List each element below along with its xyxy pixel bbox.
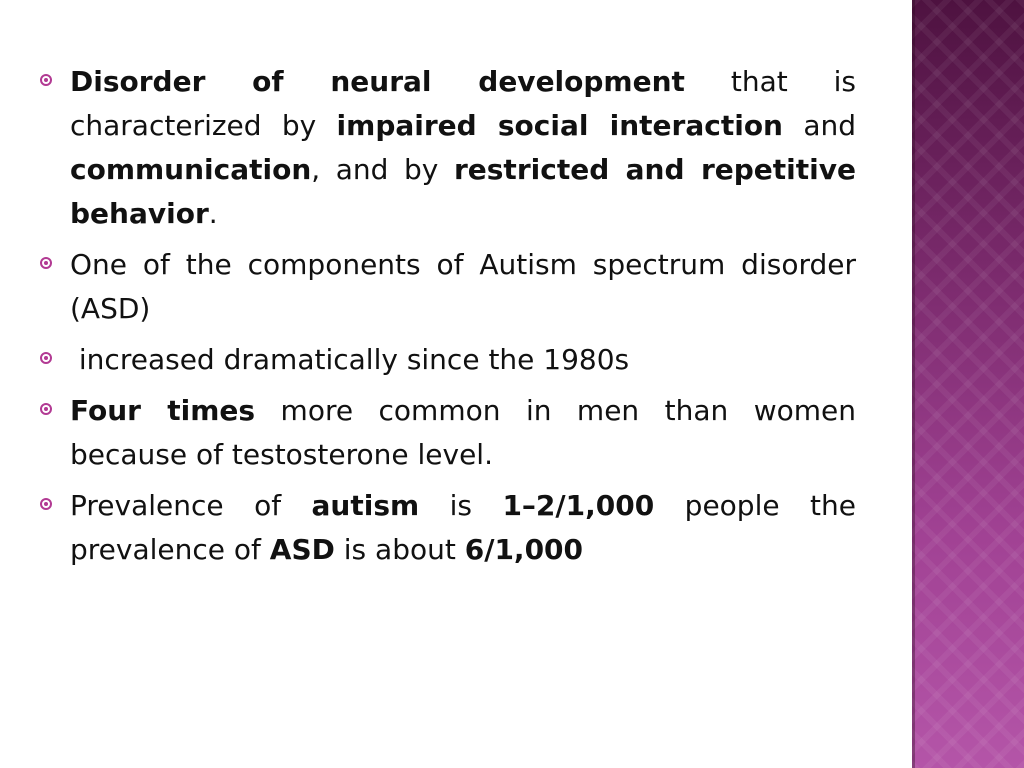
text-bold: 6/1,000: [464, 533, 584, 566]
text-regular: One of the components of Autism spectrum disorder (ASD): [70, 248, 856, 325]
text-regular: more common in men than women because of testosterone level.: [70, 394, 856, 471]
text-regular: Prevalence of: [70, 489, 312, 522]
bullet-text: [70, 489, 856, 566]
bullet-item-prevalence: [40, 484, 856, 572]
text-bold: ASD: [269, 533, 335, 566]
bullet-text: [70, 248, 856, 325]
circle-dot-icon: [40, 74, 52, 86]
text-bold: Four times: [70, 394, 256, 427]
text-regular: is: [419, 489, 503, 522]
circle-dot-icon: [40, 498, 52, 510]
decorative-side-band: [912, 0, 1024, 768]
band-edge: [912, 0, 915, 768]
text-regular: that is characterized by: [70, 65, 856, 142]
text-bold: communication: [70, 153, 312, 186]
text-bold: impaired social interaction: [336, 109, 783, 142]
bullet-item-increase: [40, 338, 856, 382]
text-bold: Disorder of neural development: [70, 65, 685, 98]
bullet-text: [70, 343, 629, 376]
circle-dot-icon: [40, 257, 52, 269]
text-regular: people the prevalence of: [70, 489, 856, 566]
text-regular: and: [783, 109, 856, 142]
bullet-text: [70, 394, 856, 471]
bullet-text: [70, 65, 856, 230]
diamond-pattern: [912, 0, 1024, 768]
text-regular: .: [208, 197, 218, 230]
text-regular: , and by: [311, 153, 454, 186]
bullet-item-definition: [40, 60, 856, 236]
bullet-item-gender-ratio: [40, 389, 856, 477]
text-bold: 1–2/1,000: [502, 489, 655, 522]
text-bold: restricted and repetitive behavior: [70, 153, 857, 230]
text-bold: autism: [311, 489, 420, 522]
circle-dot-icon: [40, 352, 52, 364]
circle-dot-icon: [40, 403, 52, 415]
bullet-item-asd-component: [40, 243, 856, 331]
text-regular: increased dramatically since the 1980s: [70, 343, 630, 376]
bullet-list: [40, 60, 856, 579]
text-regular: is about: [334, 533, 465, 566]
